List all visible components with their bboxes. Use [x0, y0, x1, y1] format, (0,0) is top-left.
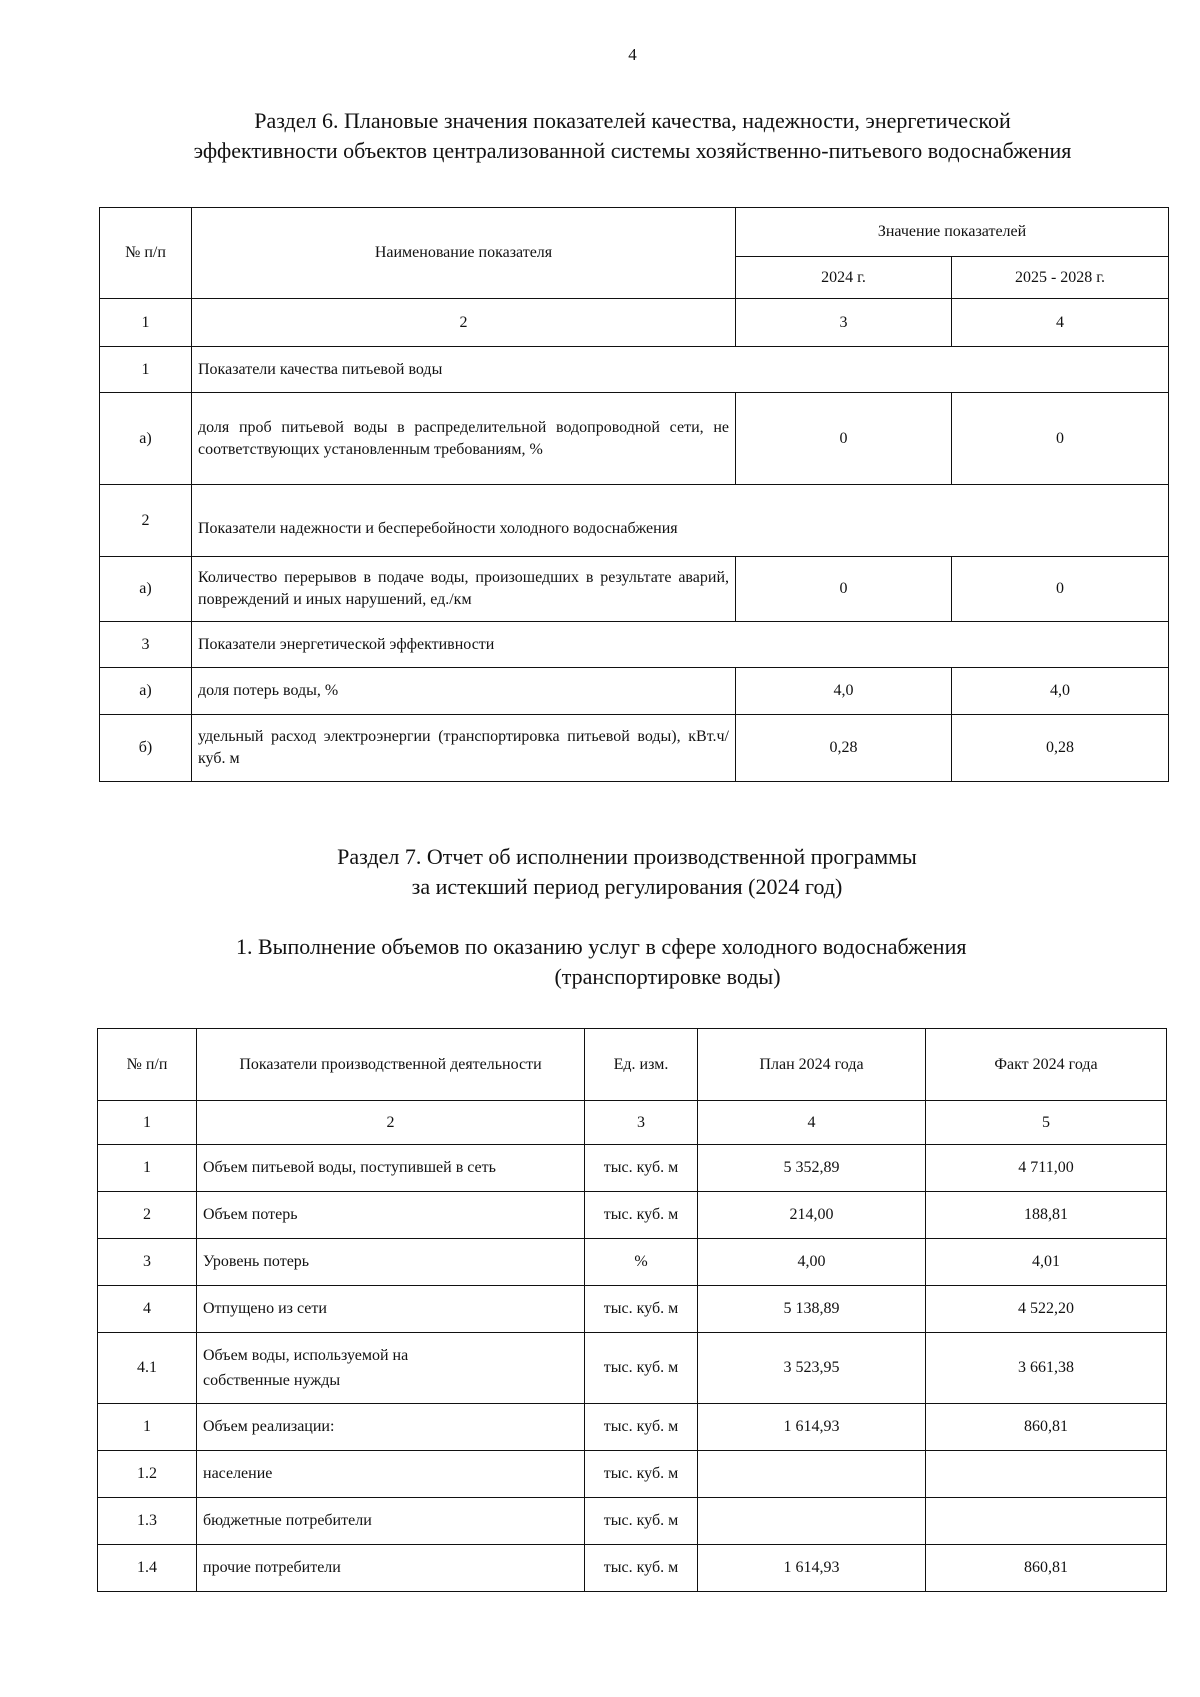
- row-name: Количество перерывов в подаче воды, произошедших в результате аварий, повреждений и иных нарушений, ед./км: [192, 557, 736, 622]
- row-fact: [926, 1451, 1167, 1498]
- colnum-cell: 3: [585, 1101, 698, 1145]
- row-unit: тыс. куб. м: [585, 1145, 698, 1192]
- column-number-row: [100, 299, 1169, 347]
- row-value-2024: 0: [736, 393, 952, 485]
- table-group-row: [100, 347, 1169, 393]
- row-name: прочие потребители: [197, 1545, 585, 1592]
- row-num: а): [100, 557, 192, 622]
- table-row: [98, 1333, 1167, 1404]
- header-name: Показатели производственной деятельности: [197, 1029, 585, 1101]
- row-plan: 1 614,93: [698, 1404, 926, 1451]
- row-fact: 3 661,38: [926, 1333, 1167, 1404]
- table-group-row: [100, 485, 1169, 557]
- section6-title-line2: эффективности объектов централизованной системы хозяйственно-питьевого водоснабжения: [193, 138, 1072, 163]
- row-name: Отпущено из сети: [197, 1286, 585, 1333]
- row-name: удельный расход электроэнергии (транспортировка питьевой воды), кВт.ч/куб. м: [192, 715, 736, 782]
- row-num: 1.3: [98, 1498, 197, 1545]
- table-group-row: [100, 622, 1169, 668]
- row-value-2024: 4,0: [736, 668, 952, 715]
- table-header-row: [98, 1029, 1167, 1101]
- row-num: 4: [98, 1286, 197, 1333]
- colnum-cell: 3: [736, 299, 952, 347]
- row-fact: 188,81: [926, 1192, 1167, 1239]
- row-name: Объем воды, используемой на собственные нужды: [197, 1333, 585, 1404]
- row-plan: 214,00: [698, 1192, 926, 1239]
- row-plan: 5 138,89: [698, 1286, 926, 1333]
- row-unit: тыс. куб. м: [585, 1451, 698, 1498]
- header-year2: 2025 - 2028 г.: [952, 257, 1169, 299]
- header-name: Наименование показателя: [192, 208, 736, 299]
- table-row: [98, 1498, 1167, 1545]
- row-fact: 4 711,00: [926, 1145, 1167, 1192]
- section7-subtitle-line1: 1. Выполнение объемов по оказанию услуг в сфере холодного водоснабжения: [236, 934, 967, 959]
- row-unit: тыс. куб. м: [585, 1286, 698, 1333]
- table-row: [98, 1545, 1167, 1592]
- row-name: Уровень потерь: [197, 1239, 585, 1286]
- group-title: Показатели надежности и бесперебойности холодного водоснабжения: [192, 485, 1169, 557]
- row-value-2025-2028: 0: [952, 393, 1169, 485]
- colnum-cell: 2: [192, 299, 736, 347]
- colnum-cell: 4: [698, 1101, 926, 1145]
- row-name: Объем питьевой воды, поступившей в сеть: [197, 1145, 585, 1192]
- section6-table: [99, 207, 1169, 782]
- row-unit: тыс. куб. м: [585, 1192, 698, 1239]
- table-row: [100, 393, 1169, 485]
- row-unit: тыс. куб. м: [585, 1404, 698, 1451]
- table-row: [100, 668, 1169, 715]
- row-num: 1: [98, 1404, 197, 1451]
- row-plan: 5 352,89: [698, 1145, 926, 1192]
- row-unit: тыс. куб. м: [585, 1545, 698, 1592]
- header-unit: Ед. изм.: [585, 1029, 698, 1101]
- header-num: № п/п: [100, 208, 192, 299]
- table-row: [98, 1451, 1167, 1498]
- section6-title: [0, 106, 1200, 166]
- row-unit: тыс. куб. м: [585, 1333, 698, 1404]
- table-row: [100, 715, 1169, 782]
- row-plan: [698, 1451, 926, 1498]
- row-name: доля потерь воды, %: [192, 668, 736, 715]
- row-fact: 4,01: [926, 1239, 1167, 1286]
- row-num: 1.4: [98, 1545, 197, 1592]
- section7-subtitle-line2: (транспортировке воды): [554, 964, 781, 989]
- table-row: [98, 1192, 1167, 1239]
- section6-title-line1: Раздел 6. Плановые значения показателей качества, надежности, энергетической: [254, 108, 1011, 133]
- colnum-cell: 5: [926, 1101, 1167, 1145]
- section7-title-line2: за истекший период регулирования (2024 год): [411, 874, 843, 899]
- row-num: б): [100, 715, 192, 782]
- row-num: а): [100, 668, 192, 715]
- row-fact: [926, 1498, 1167, 1545]
- header-plan: План 2024 года: [698, 1029, 926, 1101]
- table-header-row: [100, 208, 1169, 257]
- row-value-2025-2028: 0,28: [952, 715, 1169, 782]
- row-num: 3: [98, 1239, 197, 1286]
- row-value-2024: 0: [736, 557, 952, 622]
- row-name: Объем потерь: [197, 1192, 585, 1239]
- group-num: 3: [100, 622, 192, 668]
- table-row: [98, 1239, 1167, 1286]
- row-name: доля проб питьевой воды в распределительной водопроводной сети, не соответствующих установленным требованиям, %: [192, 393, 736, 485]
- table-row: [98, 1286, 1167, 1333]
- header-num: № п/п: [98, 1029, 197, 1101]
- header-fact: Факт 2024 года: [926, 1029, 1167, 1101]
- row-plan: 4,00: [698, 1239, 926, 1286]
- row-fact: 860,81: [926, 1545, 1167, 1592]
- row-value-2025-2028: 4,0: [952, 668, 1169, 715]
- row-name: бюджетные потребители: [197, 1498, 585, 1545]
- row-num: 1.2: [98, 1451, 197, 1498]
- section7-title-line1: Раздел 7. Отчет об исполнении производственной программы: [337, 844, 917, 869]
- section7-title: [0, 842, 1200, 902]
- row-unit: тыс. куб. м: [585, 1498, 698, 1545]
- row-value-2024: 0,28: [736, 715, 952, 782]
- row-fact: 4 522,20: [926, 1286, 1167, 1333]
- group-title: Показатели энергетической эффективности: [192, 622, 1169, 668]
- row-num: 2: [98, 1192, 197, 1239]
- row-num: 1: [98, 1145, 197, 1192]
- row-name: Объем реализации:: [197, 1404, 585, 1451]
- group-num: 2: [100, 485, 192, 557]
- section7-table: [97, 1028, 1167, 1592]
- row-unit: %: [585, 1239, 698, 1286]
- row-num: 4.1: [98, 1333, 197, 1404]
- colnum-cell: 1: [98, 1101, 197, 1145]
- row-plan: [698, 1498, 926, 1545]
- row-name: население: [197, 1451, 585, 1498]
- row-num: а): [100, 393, 192, 485]
- row-value-2025-2028: 0: [952, 557, 1169, 622]
- table-row: [100, 557, 1169, 622]
- group-title: Показатели качества питьевой воды: [192, 347, 1169, 393]
- colnum-cell: 4: [952, 299, 1169, 347]
- column-number-row: [98, 1101, 1167, 1145]
- row-plan: 1 614,93: [698, 1545, 926, 1592]
- header-year1: 2024 г.: [736, 257, 952, 299]
- group-num: 1: [100, 347, 192, 393]
- colnum-cell: 1: [100, 299, 192, 347]
- table-row: [98, 1145, 1167, 1192]
- table-row: [98, 1404, 1167, 1451]
- row-plan: 3 523,95: [698, 1333, 926, 1404]
- header-values: Значение показателей: [736, 208, 1169, 257]
- page-number: 4: [628, 45, 637, 64]
- colnum-cell: 2: [197, 1101, 585, 1145]
- row-fact: 860,81: [926, 1404, 1167, 1451]
